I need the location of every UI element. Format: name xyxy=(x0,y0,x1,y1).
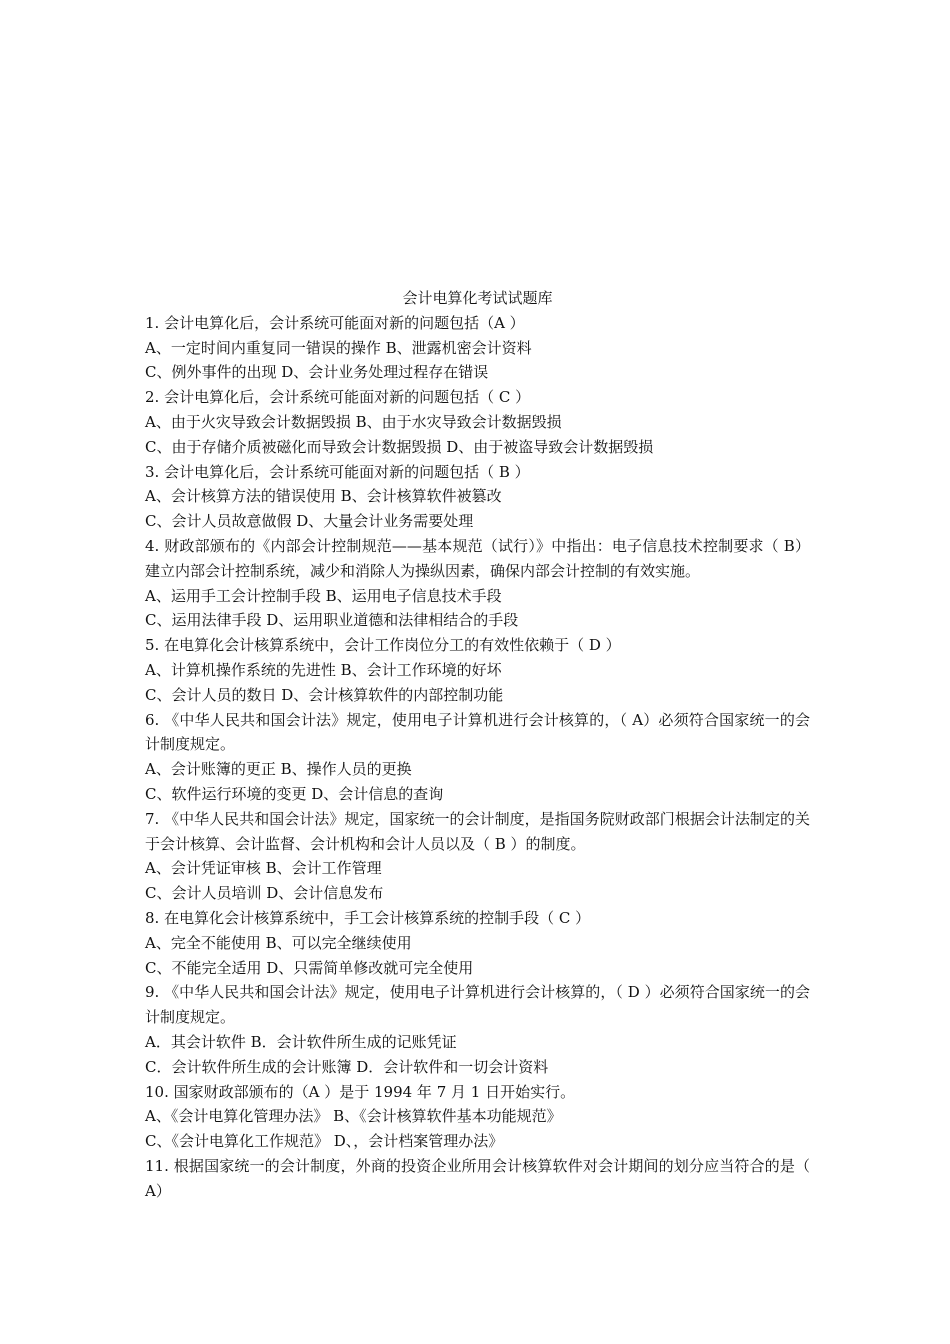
question-paragraph: 6. 《中华人民共和国会计法》规定，使用电子计算机进行会计核算的，（ A）必须符合国家统一的会计制度规定。 xyxy=(145,710,810,754)
text-line: A、由于火灾导致会计数据毁损 B、由于水灾导致会计数据毁损 xyxy=(145,412,562,431)
question-paragraph: 11. 根据国家统一的会计制度，外商的投资企业所用会计核算软件对会计期间的划分应当符合的是（ A） xyxy=(145,1156,810,1200)
question-paragraph: 7. 《中华人民共和国会计法》规定，国家统一的会计制度，是指国务院财政部门根据会计法制定的关于会计核算、会计监督、会计机构和会计人员以及（ B ）的制度。 xyxy=(145,809,810,853)
document-body xyxy=(145,286,810,1203)
text-line: 8. 在电算化会计核算系统中，手工会计核算系统的控制手段（ C ） xyxy=(145,908,591,927)
question-paragraph: 4. 财政部颁布的《内部会计控制规范——基本规范（试行）》中指出：电子信息技术控制要求（ B）建立内部会计控制系统，减少和消除人为操纵因素，确保内部会计控制的有效实施。 xyxy=(145,536,810,580)
text-line: C、《会计电算化工作规范》 D、，会计档案管理办法》 xyxy=(145,1132,504,1151)
text-line: A、《会计电算化管理办法》 B、《会计核算软件基本功能规范》 xyxy=(145,1107,562,1126)
text-line: A、完全不能使用 B、可以完全继续使用 xyxy=(145,933,412,952)
text-line: A、会计账簿的更正 B、操作人员的更换 xyxy=(145,760,412,779)
text-line: A、会计凭证审核 B、会计工作管理 xyxy=(145,859,382,878)
text-line: C、由于存储介质被磁化而导致会计数据毁损 D、由于被盗导致会计数据毁损 xyxy=(145,437,654,456)
text-line: C、例外事件的出现 D、会计业务处理过程存在错误 xyxy=(145,363,489,382)
text-line: A、会计核算方法的错误使用 B、会计核算软件被篡改 xyxy=(145,487,502,506)
text-line: 5. 在电算化会计核算系统中，会计工作岗位分工的有效性依赖于（ D ） xyxy=(145,636,621,655)
text-line: 3. 会计电算化后，会计系统可能面对新的问题包括（ B ） xyxy=(145,462,530,481)
text-line: A．其会计软件 B．会计软件所生成的记账凭证 xyxy=(145,1032,457,1051)
document-title: 会计电算化考试试题库 xyxy=(402,289,553,307)
text-line: 10. 国家财政部颁布的（A ）是于 1994 年 7 月 1 日开始实行。 xyxy=(145,1082,576,1101)
text-line: A、计算机操作系统的先进性 B、会计工作环境的好坏 xyxy=(145,660,502,679)
text-line: C、会计人员故意做假 D、大量会计业务需要处理 xyxy=(145,512,474,531)
text-line: C、会计人员培训 D、会计信息发布 xyxy=(145,884,384,903)
text-line: A、运用手工会计控制手段 B、运用电子信息技术手段 xyxy=(145,586,502,605)
text-line: A、一定时间内重复同一错误的操作 B、泄露机密会计资料 xyxy=(145,338,532,357)
text-line: 2. 会计电算化后，会计系统可能面对新的问题包括（ C ） xyxy=(145,388,531,407)
question-paragraph: 9. 《中华人民共和国会计法》规定，使用电子计算机进行会计核算的，（ D ）必须符合国家统一的会计制度规定。 xyxy=(145,983,810,1027)
question-list xyxy=(145,311,810,1204)
text-line: C、会计人员的数日 D、会计核算软件的内部控制功能 xyxy=(145,685,504,704)
text-line: C．会计软件所生成的会计账簿 D．会计软件和一切会计资料 xyxy=(145,1057,549,1076)
text-line: C、不能完全适用 D、只需简单修改就可完全使用 xyxy=(145,958,474,977)
text-line: C、运用法律手段 D、运用职业道德和法律相结合的手段 xyxy=(145,611,519,630)
text-line: C、软件运行环境的变更 D、会计信息的查询 xyxy=(145,784,444,803)
text-line: 1. 会计电算化后，会计系统可能面对新的问题包括（A ） xyxy=(145,313,525,332)
